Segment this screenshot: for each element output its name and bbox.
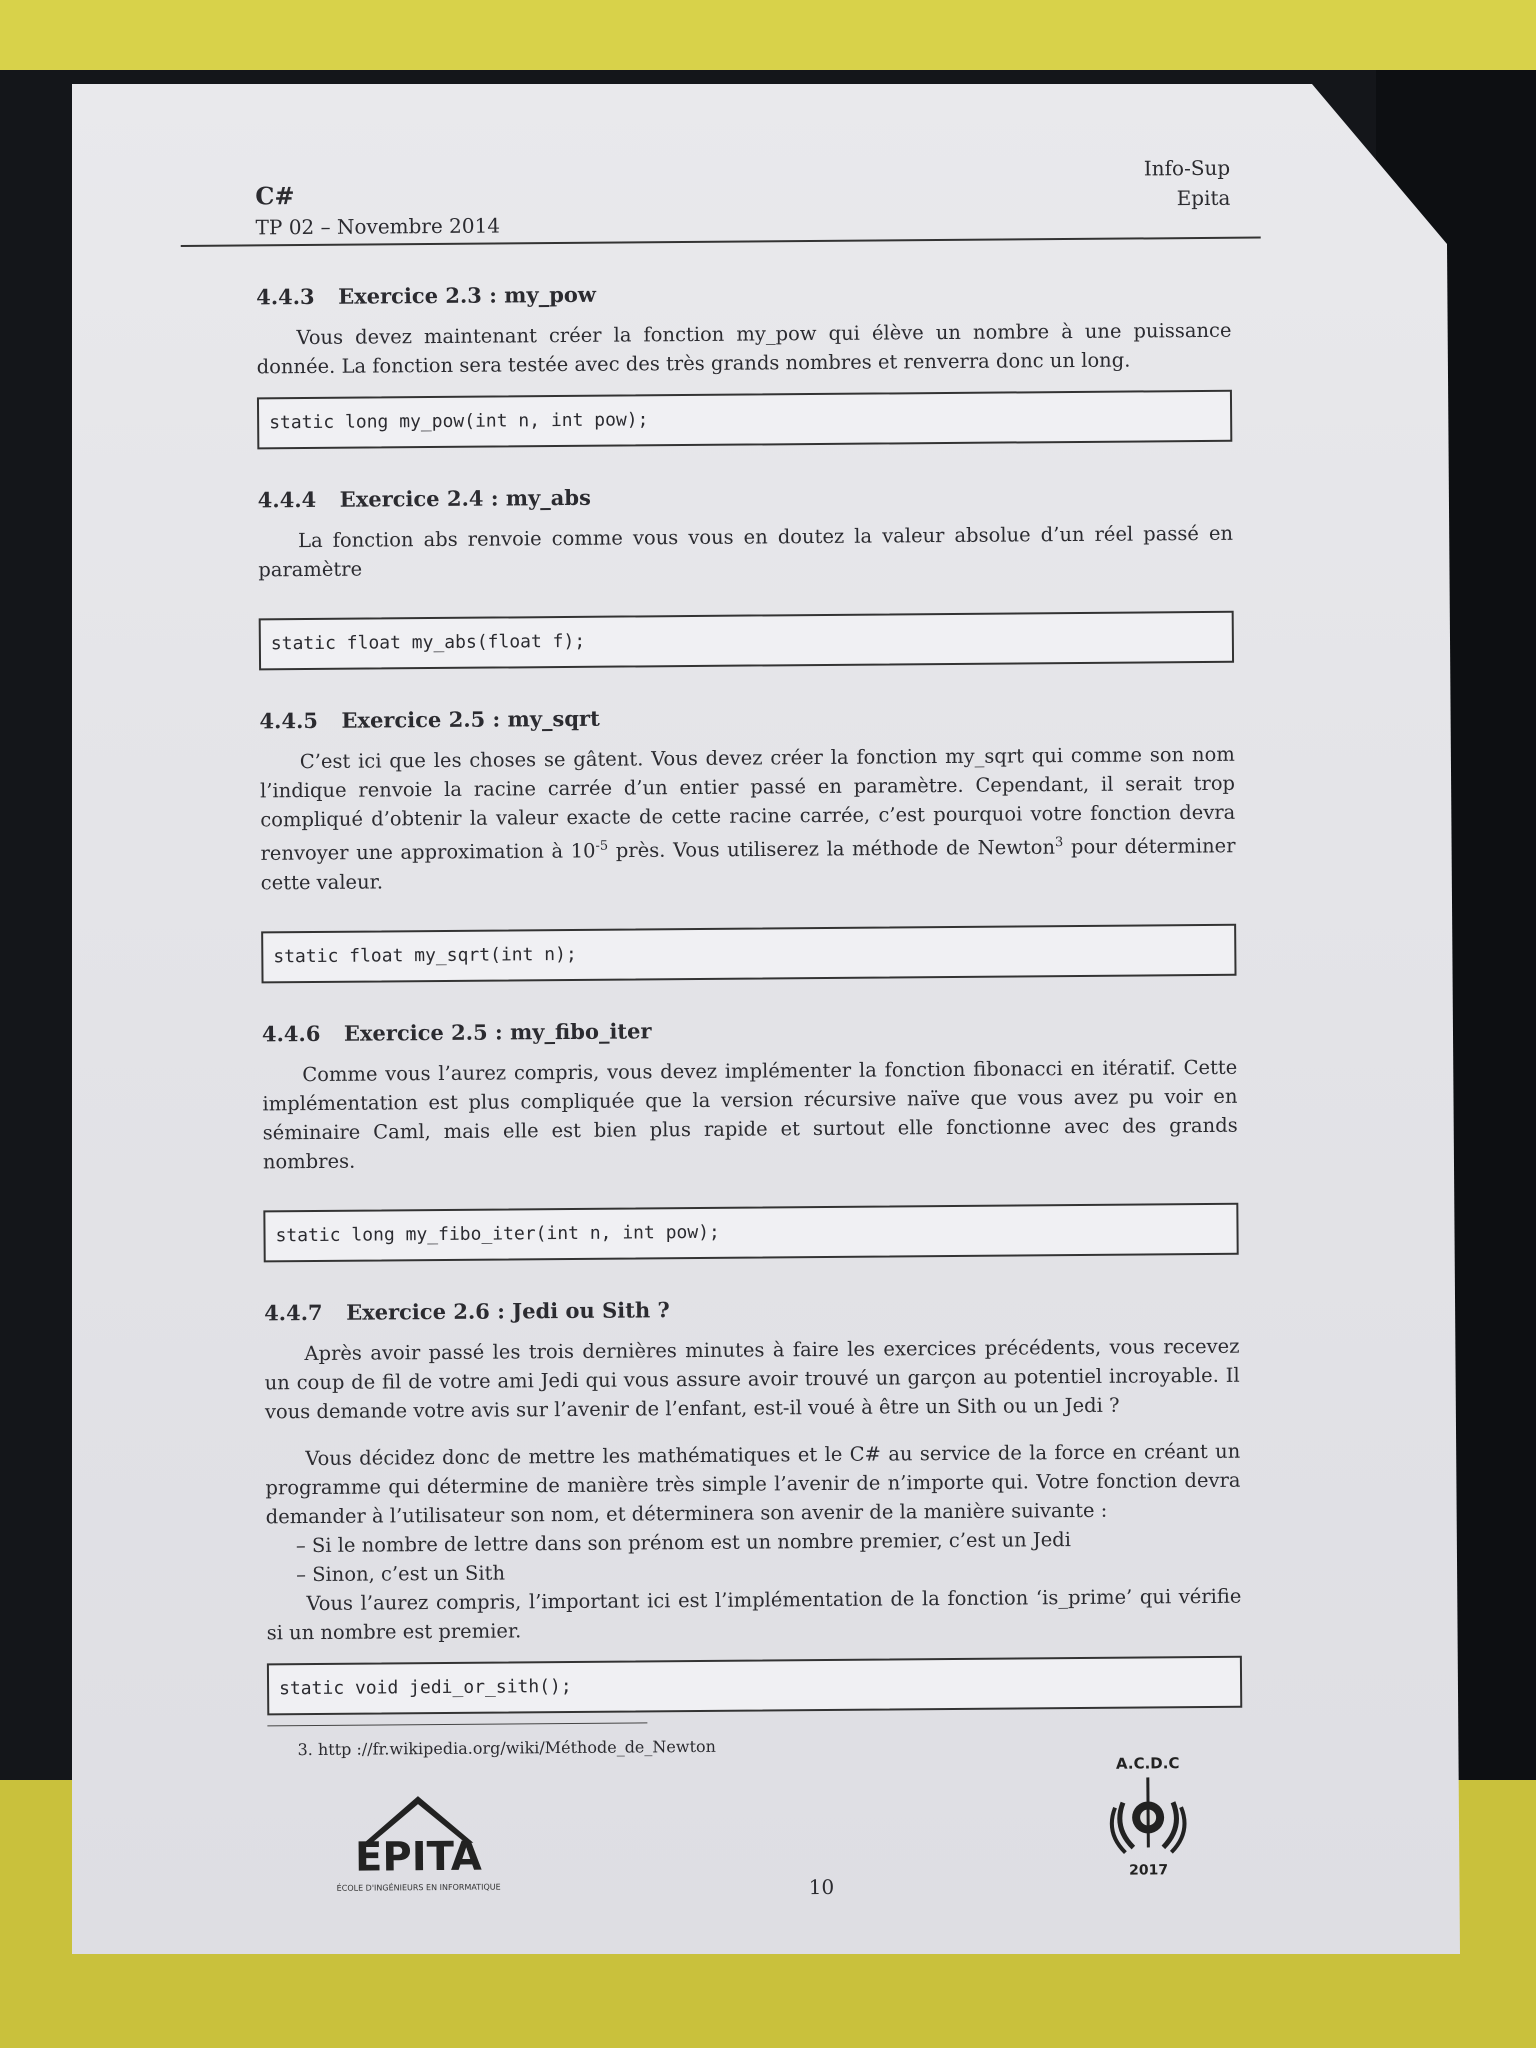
footnote-rule [267, 1722, 647, 1726]
epita-logo [323, 1787, 514, 1898]
acdc-logo [1093, 1752, 1204, 1883]
section-text: La fonction abs renvoie comme vous vous en doutez la valeur absolue d’un réel passé en paramètre [258, 521, 1234, 582]
section-text: Vous l’aurez compris, l’important ici est l’implémentation de la fonction ‘is_prime’ qui vérifie si un nombre est premier. [266, 1584, 1242, 1644]
section-my-sqrt [259, 701, 1236, 983]
svg-text:A.C.D.C: A.C.D.C [1115, 1753, 1180, 1773]
list-item: – Sinon, c’est un Sith [296, 1560, 506, 1586]
footer-area [267, 1717, 1244, 1959]
section-text: Après avoir passé les trois dernières minutes à faire les exercices précédents, vous recevez un coup de fil de votre ami Jedi qui vous assure avoir trouvé un garçon au potentiel incroyable. Il vous demande votre avis sur l’avenir de l’enfant, est-il voué à être un Sith ou un Jedi ? [264, 1334, 1240, 1423]
course-title: C# [255, 181, 295, 211]
svg-text:EPITA: EPITA [354, 1833, 482, 1881]
section-my-fibo-iter [262, 1013, 1239, 1262]
svg-text:ÉCOLE D'INGÉNIEURS EN INFORMAT: ÉCOLE D'INGÉNIEURS EN INFORMATIQUE [336, 1882, 501, 1893]
section-heading: 4.4.4 Exercice 2.4 : my_abs [257, 484, 591, 513]
section-my-pow [256, 277, 1232, 450]
section-heading: 4.4.5 Exercice 2.5 : my_sqrt [259, 705, 600, 734]
section-heading: 4.4.6 Exercice 2.5 : my_fibo_iter [261, 1017, 652, 1046]
section-my-abs [258, 480, 1234, 671]
school-label: Epita [1176, 185, 1231, 211]
page-content [180, 142, 1274, 1960]
page-header [180, 142, 1261, 247]
code-block: static long my_fibo_iter(int n, int pow); [263, 1202, 1238, 1262]
code-block: static float my_sqrt(int n); [261, 923, 1236, 983]
page-number: 10 [808, 1874, 835, 1899]
code-block: static void jedi_or_sith(); [267, 1655, 1242, 1715]
section-text: C’est ici que les choses se gâtent. Vous devez créer la fonction my_sqrt qui comme son nom l’indique renvoie la racine carrée d’un entier passé en paramètre. Cependant, il serait trop compliqué d’obtenir la valeur exacte de cette racine carrée, c’est pourquoi votre fonction devra renvoyer une approximation à $10^{-5}$ près. Vous utiliserez la méthode de Newton$^3$ pour déterminer cette valeur. [259, 742, 1236, 894]
section-jedi-or-sith [264, 1292, 1242, 1715]
list-item: – Si le nombre de lettre dans son prénom est un nombre premier, c’est un Jedi [295, 1527, 1072, 1557]
section-heading: 4.4.7 Exercice 2.6 : Jedi ou Sith ? [264, 1296, 670, 1325]
section-heading: 4.4.3 Exercice 2.3 : my_pow [256, 281, 597, 310]
page-footer [268, 1751, 1245, 1959]
class-label: Info-Sup [1143, 155, 1231, 181]
code-block: static float my_abs(float f); [259, 611, 1234, 671]
section-text: Comme vous l’aurez compris, vous devez implémenter la fonction fibonacci en itératif. Cette implémentation est plus compliquée que la version récursive naïve que vous avez pu voir en séminaire Caml, mais elle est bien plus rapide et surtout elle fonctionne avec des grands nombres. [262, 1055, 1238, 1173]
svg-text:2017: 2017 [1128, 1861, 1169, 1879]
background-desk-top [0, 0, 1536, 70]
footnote-ref: 3 [1054, 835, 1064, 851]
tp-subtitle: TP 02 – Novembre 2014 [255, 213, 501, 240]
section-text: Vous décidez donc de mettre les mathématiques et le C# au service de la force en créant un programme qui détermine de manière très simple l’avenir de n’importe qui. Votre fonction devra demander à l’utilisateur son nom, et déterminera son avenir de la manière suivante : [265, 1439, 1241, 1528]
footnote: 3. http ://fr.wikipedia.org/wiki/Méthode_de_Newton [297, 1736, 716, 1759]
code-block: static long my_pow(int n, int pow); [257, 390, 1232, 450]
section-text: Vous devez maintenant créer la fonction my_pow qui élève un nombre à une puissance donnée. La fonction sera testée avec des très grands nombres et renverra donc un long. [256, 318, 1232, 379]
